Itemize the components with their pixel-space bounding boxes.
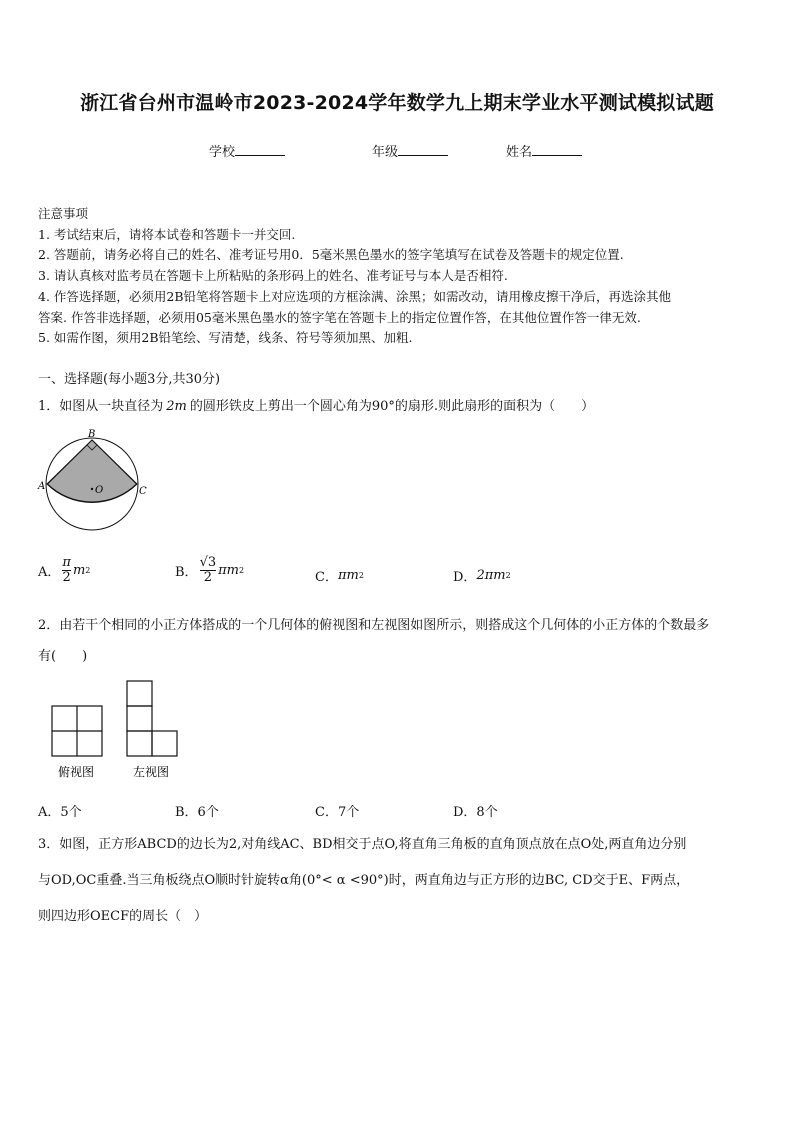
notes-item: 3. 请认真核对监考员在答题卡上所粘贴的条形码上的姓名、准考证号与本人是否相符.	[38, 268, 508, 284]
name-label: 姓名	[506, 145, 533, 160]
q1-option-b[interactable]: B． $\frac{√3}{2}$ πm 2	[175, 555, 245, 585]
question-3-line1: 3．如图，正方形ABCD的边长为2,对角线AC、BD相交于点O,将直角三角板的直角顶点放在点O处,两直角边分别	[38, 837, 687, 852]
grade-blank	[398, 143, 448, 156]
q2-option-b[interactable]: B．6个	[175, 805, 219, 820]
shaded-sector	[48, 440, 137, 502]
center-dot	[91, 488, 93, 490]
fraction: $\frac{\pi}{2}$	[62, 555, 71, 585]
page-title: 浙江省台州市温岭市2023-2024学年数学九上期末学业水平测试模拟试题	[80, 92, 714, 114]
left-view-grid	[127, 681, 177, 756]
school-field[interactable]	[209, 141, 285, 160]
label-A: A	[38, 481, 46, 492]
notes-item: 5. 如需作图，须用2B铅笔绘、写清楚，线条、符号等须加黑、加粗.	[38, 330, 413, 346]
q1-text-b: 的圆形铁皮上剪出一个圆心角为90°的扇形.则此扇形的面积为（ ）	[189, 399, 595, 414]
sector-in-circle-figure	[36, 426, 166, 538]
name-field[interactable]	[506, 141, 582, 160]
q2-option-c[interactable]: C．7个	[315, 805, 360, 820]
notes-item: 答案. 作答非选择题，必须用05毫米黑色墨水的签字笔在答题卡上的指定位置作答，在其他位置作答一律无效.	[38, 309, 641, 325]
question-2-line1: 2．由若干个相同的小正方体搭成的一个几何体的俯视图和左视图如图所示，则搭成这个几何体的小正方体的个数最多	[38, 618, 710, 633]
notes-heading: 注意事项	[38, 206, 89, 221]
option-letter: B．	[175, 565, 198, 580]
option-letter: A．	[38, 565, 61, 580]
notes-item: 2. 答题前，请务必将自己的姓名、准考证号用0．5毫米黑色墨水的签字笔填写在试卷及答题卡的规定位置.	[38, 247, 624, 263]
school-label: 学校	[209, 145, 236, 160]
label-C: C	[139, 486, 147, 497]
fraction: $\frac{√3}{2}$	[199, 555, 217, 585]
question-2-line2: 有( )	[38, 649, 88, 664]
grade-label: 年级	[372, 145, 399, 160]
left-view-label: 左视图	[133, 765, 170, 779]
label-B: B	[88, 429, 96, 440]
q2-option-d[interactable]: D．8个	[453, 805, 498, 820]
option-letter: D．	[453, 570, 477, 585]
q1-option-a[interactable]: A． $\frac{\pi}{2}$ m 2	[38, 555, 91, 585]
q1-text-a: 1．如图从一块直径为	[38, 399, 164, 414]
top-view-label: 俯视图	[58, 765, 95, 779]
grade-field[interactable]	[372, 141, 448, 160]
label-O: O	[95, 485, 104, 496]
name-blank	[532, 143, 582, 156]
option-letter: C．	[315, 570, 338, 585]
section-heading: 一、选择题(每小题3分,共30分)	[38, 372, 221, 387]
question-3-line3: 则四边形OECF的周长（ ）	[38, 909, 208, 924]
q1-option-d[interactable]: D． 2πm 2	[453, 568, 511, 585]
school-blank	[235, 143, 285, 156]
question-3-line2: 与OD,OC重叠.当三角板绕点O顺时针旋转α角(0°< α <90°)时，两直角边与正方形的边BC, CD交于E、F两点，	[38, 873, 690, 888]
views-figure	[48, 678, 188, 782]
notes-item: 4. 作答选择题，必须用2B铅笔将答题卡上对应选项的方框涂满、涂黑；如需改动，请用橡皮擦干净后，再选涂其他	[38, 288, 672, 304]
question-1-text	[38, 395, 594, 414]
top-view-grid	[52, 706, 102, 756]
q2-option-a[interactable]: A．5个	[38, 805, 82, 820]
notes-block	[38, 204, 758, 349]
q1-option-c[interactable]: C． πm 2	[315, 568, 364, 585]
notes-item: 1. 考试结束后，请将本试卷和答题卡一并交回.	[38, 226, 296, 242]
q1-var: 2m	[166, 399, 187, 414]
